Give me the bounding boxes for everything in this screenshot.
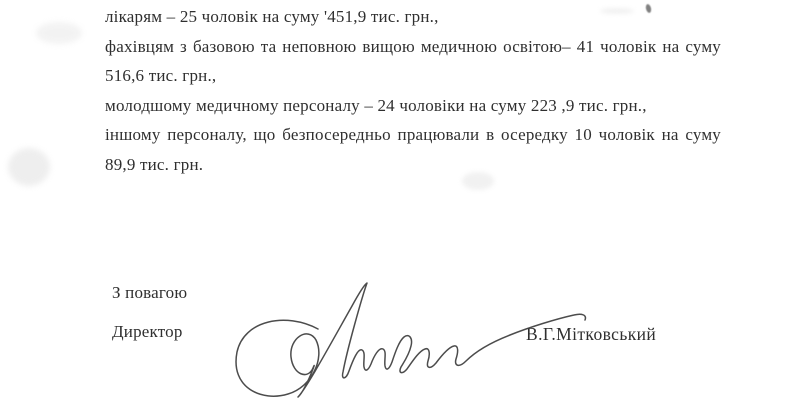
- signer-name: В.Г.Мітковський: [526, 324, 657, 344]
- text-line: 516,6 тис. грн.,: [105, 66, 217, 85]
- signer-role: Директор: [112, 322, 183, 341]
- closing-salutation: З повагою: [112, 283, 188, 302]
- text-line: фахівцям з базовою та неповною вищою медичною освітою– 41 чоловік на суму: [105, 36, 721, 56]
- text-line: іншому персоналу, що безпосередньо працювали в осередку 10 чоловік на суму: [105, 125, 721, 144]
- text-line: 89,9 тис. грн.: [105, 154, 204, 174]
- scan-artifact: [36, 22, 82, 44]
- text-line: лікарям – 25 чоловік на суму '451,9 тис. грн.,: [105, 7, 439, 26]
- body-text-block: [105, 2, 721, 179]
- text-line: молодшому медичному персоналу – 24 чоловіки на суму 223 ,9 тис. грн.,: [105, 95, 647, 115]
- scan-artifact: [8, 148, 50, 186]
